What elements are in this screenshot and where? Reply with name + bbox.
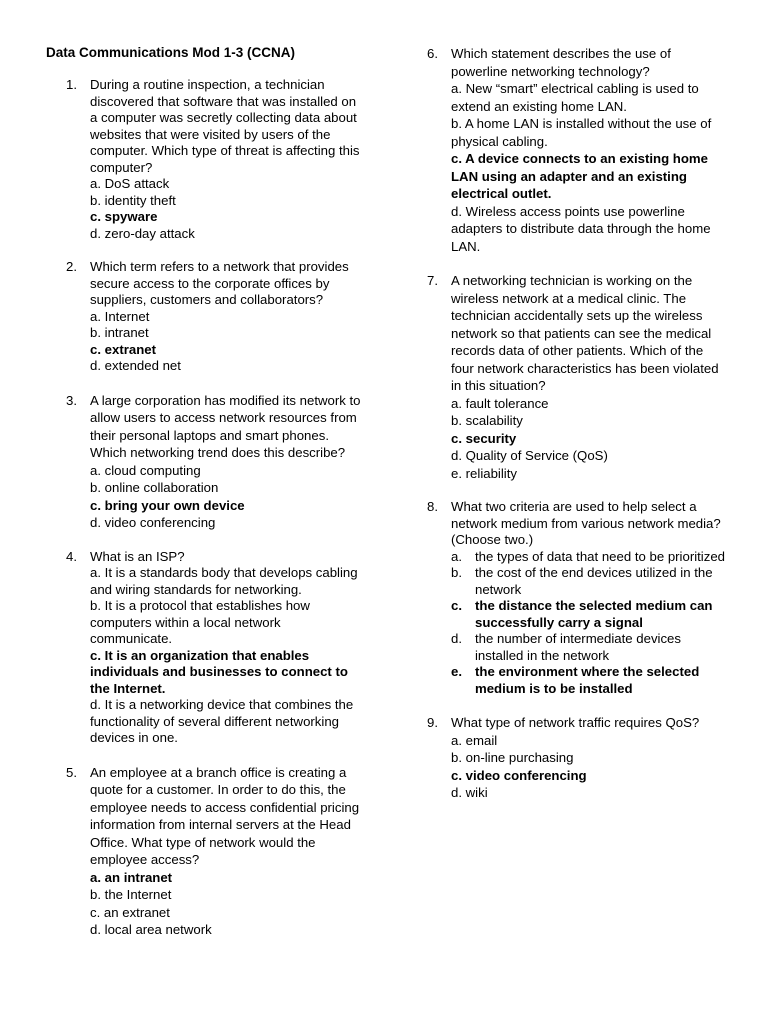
option-answer: c. extranet [90, 341, 156, 357]
question-text: What two criteria are used to help select a network medium from various network media? (Choose two.) [451, 499, 721, 547]
option-text: the types of data that need to be prioritized [475, 548, 725, 564]
option: b. online collaboration [90, 480, 219, 495]
option: d. Wireless access points use powerline adapters to distribute data through the home LAN. [451, 203, 711, 254]
option: a. fault tolerance [451, 395, 549, 411]
option: b. A home LAN is installed without the use of physical cabling. [451, 116, 712, 149]
option: d. zero-day attack [90, 225, 195, 241]
question-text: A large corporation has modified its network to allow users to access network resources from their personal laptops and smart phones. Which networking trend does this describe? [90, 392, 361, 460]
question-number: 4. [66, 548, 77, 564]
question-text: Which term refers to a network that provides secure access to the corporate offices by suppliers, customers and collaborators? [90, 259, 349, 307]
option [451, 549, 727, 566]
question-text: What type of network traffic requires QoS? [451, 715, 700, 730]
option: d. local area network [90, 922, 212, 937]
question-number: 6. [427, 46, 438, 61]
option: a. Internet [90, 308, 150, 324]
question-4 [66, 549, 366, 747]
option [451, 631, 727, 664]
option: d. video conferencing [90, 515, 216, 530]
option-answer [451, 664, 727, 697]
question-number: 5. [66, 764, 77, 780]
option-text: the distance the selected medium can successfully carry a signal [475, 598, 713, 630]
option-letter: e. [451, 664, 462, 679]
option: a. DoS attack [90, 176, 170, 191]
option-letter: d. [451, 631, 462, 646]
option: b. scalability [451, 413, 523, 428]
option: e. reliability [451, 465, 517, 481]
option-answer: c. A device connects to an existing home LAN using an adapter and an existing electrical outlet. [451, 151, 708, 201]
option-answer: a. an intranet [90, 869, 173, 885]
question-number: 8. [427, 499, 438, 514]
option [451, 565, 727, 598]
option: b. It is a protocol that establishes how computers within a local network communicate. [90, 598, 310, 646]
document-title: Data Communications Mod 1-3 (CCNA) [46, 45, 296, 60]
option-list [451, 549, 727, 698]
question-9 [427, 714, 727, 802]
right-column [427, 45, 727, 802]
question-text: Which statement describes the use of powerline networking technology? [451, 46, 671, 79]
option: a. It is a standards body that develops cabling and wiring standards for networking. [90, 565, 358, 597]
question-number: 1. [66, 77, 77, 92]
question-text: What is an ISP? [90, 548, 185, 564]
option-answer: c. security [451, 430, 517, 446]
option: b. identity theft [90, 192, 176, 208]
option-letter: b. [451, 565, 462, 580]
option: d. Quality of Service (QoS) [451, 448, 608, 463]
option: d. extended net [90, 358, 181, 373]
question-number: 3. [66, 392, 77, 408]
question-3 [66, 392, 366, 532]
question-1 [66, 77, 366, 242]
option: b. the Internet [90, 887, 172, 902]
option: b. intranet [90, 325, 149, 340]
option-text: the environment where the selected medium is to be installed [475, 664, 700, 696]
option: a. cloud computing [90, 462, 201, 478]
option: c. an extranet [90, 904, 170, 920]
question-number: 7. [427, 273, 438, 288]
option: a. New “smart” electrical cabling is used to extend an existing home LAN. [451, 81, 699, 114]
question-7 [427, 272, 727, 482]
question-6 [427, 45, 727, 255]
left-column [66, 77, 366, 939]
option-answer [451, 598, 727, 631]
option-letter: c. [451, 598, 462, 613]
option: a. email [451, 732, 498, 748]
question-text: An employee at a branch office is creating a quote for a customer. In order to do this, the employee needs to access confidential pricing information from internal servers at the Head Office. What type of network would the employee access? [90, 764, 360, 867]
question-number: 2. [66, 259, 77, 274]
question-text: During a routine inspection, a technician discovered that software that was installed on a computer was secretly collecting data about websites that were visited by users of the computer. Which type of threat is affecting this computer? [90, 77, 360, 175]
option: d. wiki [451, 785, 488, 800]
question-text: A networking technician is working on the wireless network at a medical clinic. The technician accidentally sets up the wireless network so that patients can see the medical records data of other patients. Which of the four network characteristics has been violated in this situation? [451, 273, 719, 393]
option-answer: c. bring your own device [90, 497, 245, 513]
option-text: the number of intermediate devices installed in the network [475, 631, 681, 663]
question-2 [66, 259, 366, 375]
option-letter: a. [451, 548, 462, 564]
option-answer: c. video conferencing [451, 767, 587, 783]
question-8 [427, 499, 727, 697]
option-answer: c. spyware [90, 209, 158, 224]
option-text: the cost of the end devices utilized in the network [475, 565, 713, 597]
option: d. It is a networking device that combines the functionality of several different networking devices in one. [90, 697, 354, 745]
option-answer: c. It is an organization that enables individuals and businesses to connect to the Internet. [90, 647, 348, 696]
option: b. on-line purchasing [451, 750, 574, 765]
question-number: 9. [427, 715, 438, 730]
question-5 [66, 764, 366, 939]
